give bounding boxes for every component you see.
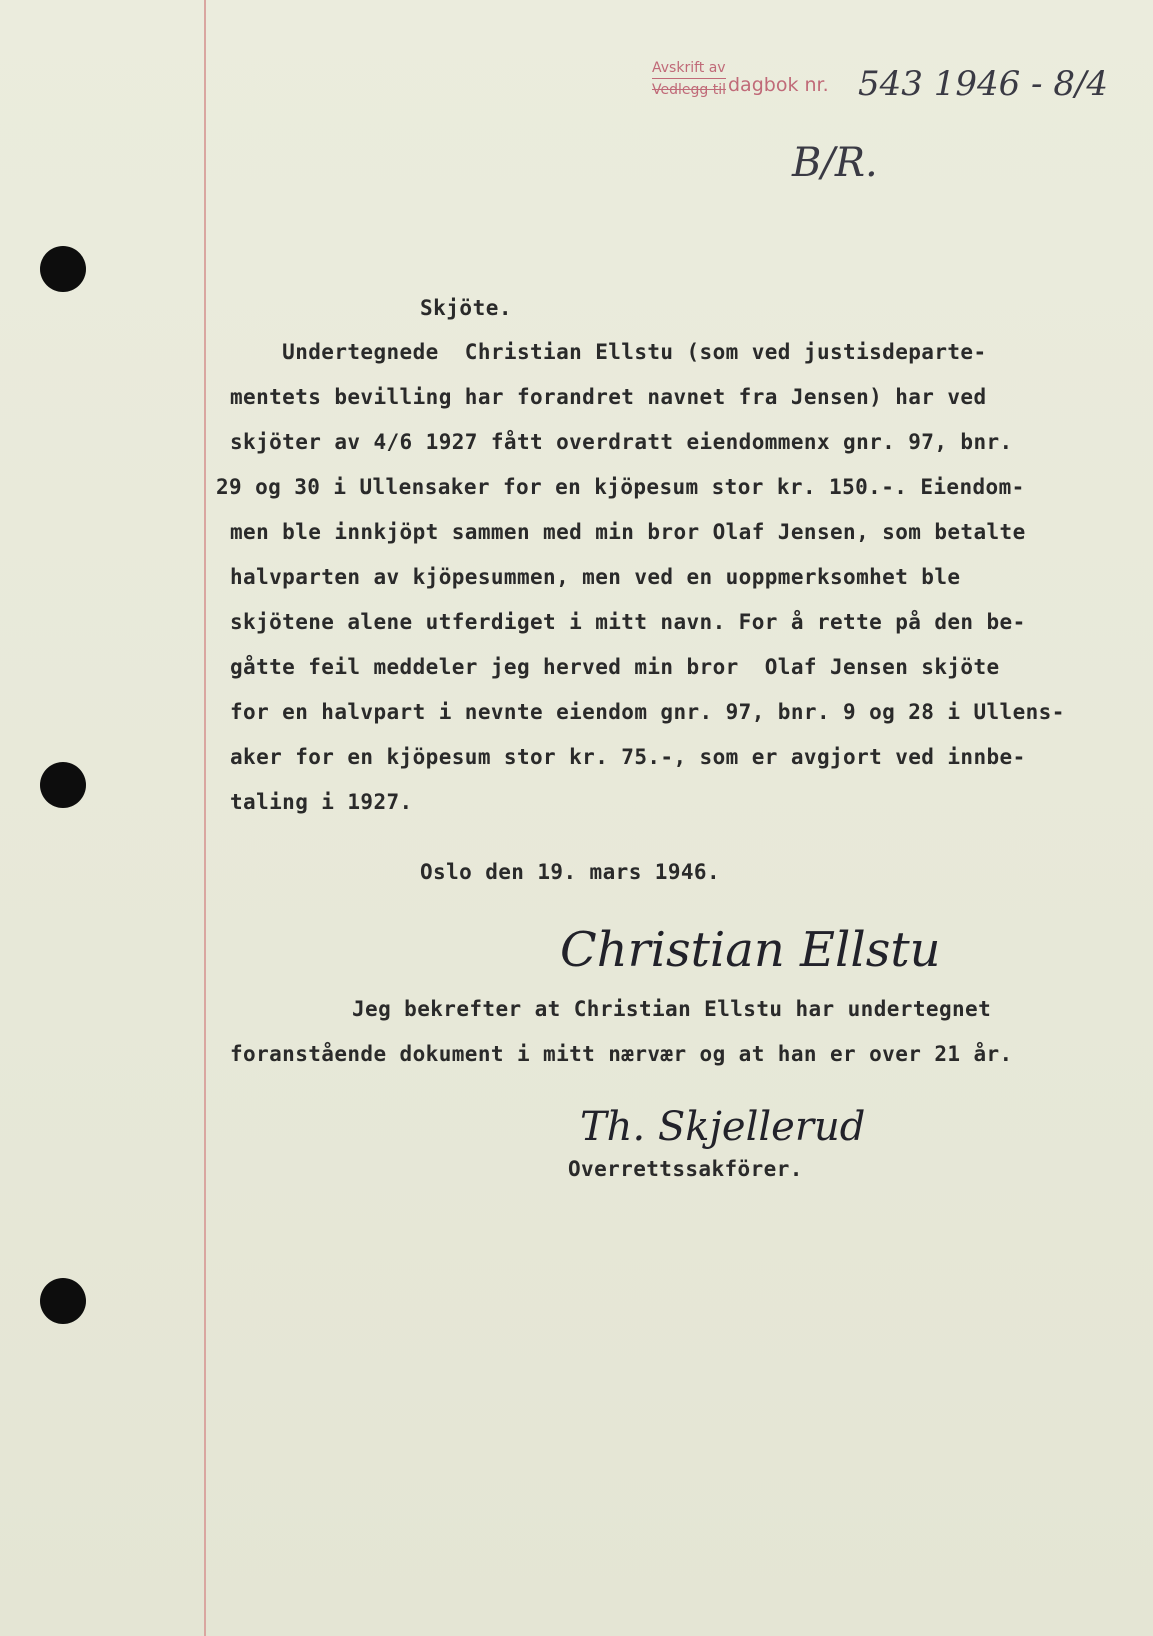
body-line: 29 og 30 i Ullensaker for en kjöpesum stor kr. 150.-. Eiendom- xyxy=(216,475,1025,499)
body-line: skjöter av 4/6 1927 fått overdratt eiendommenx gnr. 97, bnr. xyxy=(230,430,1013,454)
body-line: Undertegnede Christian Ellstu (som ved justisdeparte- xyxy=(230,340,987,364)
margin-rule xyxy=(204,0,206,1636)
witness-statement-line-1: Jeg bekrefter at Christian Ellstu har undertegnet xyxy=(352,997,992,1021)
body-line: gåtte feil meddeler jeg herved min bror Olaf Jensen skjöte xyxy=(230,655,1000,679)
body-line: aker for en kjöpesum stor kr. 75.-, som er avgjort ved innbe- xyxy=(230,745,1026,769)
place-date: Oslo den 19. mars 1946. xyxy=(420,860,720,884)
body-line: skjötene alene utferdiget i mitt navn. For å rette på den be- xyxy=(230,610,1026,634)
body-line: halvparten av kjöpesummen, men ved en uoppmerksomhet ble xyxy=(230,565,961,589)
handwritten-initials: B/R. xyxy=(792,140,878,186)
handwritten-journal-number: 543 1946 - 8/4 xyxy=(858,64,1109,104)
body-line: taling i 1927. xyxy=(230,790,413,814)
stamp-line-1: Avskrift av xyxy=(652,60,726,79)
body-line: men ble innkjöpt sammen med min bror Olaf Jensen, som betalte xyxy=(230,520,1026,544)
body-line: for en halvpart i nevnte eiendom gnr. 97, bnr. 9 og 28 i Ullens- xyxy=(230,700,1065,724)
witness-title: Overrettssakförer. xyxy=(568,1157,803,1181)
body-line: mentets bevilling har forandret navnet fra Jensen) har ved xyxy=(230,385,987,409)
punch-hole xyxy=(40,1278,86,1324)
signature-christian-ellstu: Christian Ellstu xyxy=(560,922,941,978)
punch-hole xyxy=(40,246,86,292)
punch-hole xyxy=(40,762,86,808)
witness-statement-line-2: foranstående dokument i mitt nærvær og at han er over 21 år. xyxy=(230,1042,1013,1066)
document-title: Skjöte. xyxy=(420,296,513,320)
stamp-line-2: Vedlegg til xyxy=(652,82,726,98)
stamp-dagbok: dagbok nr. xyxy=(728,74,829,96)
signature-witness: Th. Skjellerud xyxy=(580,1104,866,1150)
